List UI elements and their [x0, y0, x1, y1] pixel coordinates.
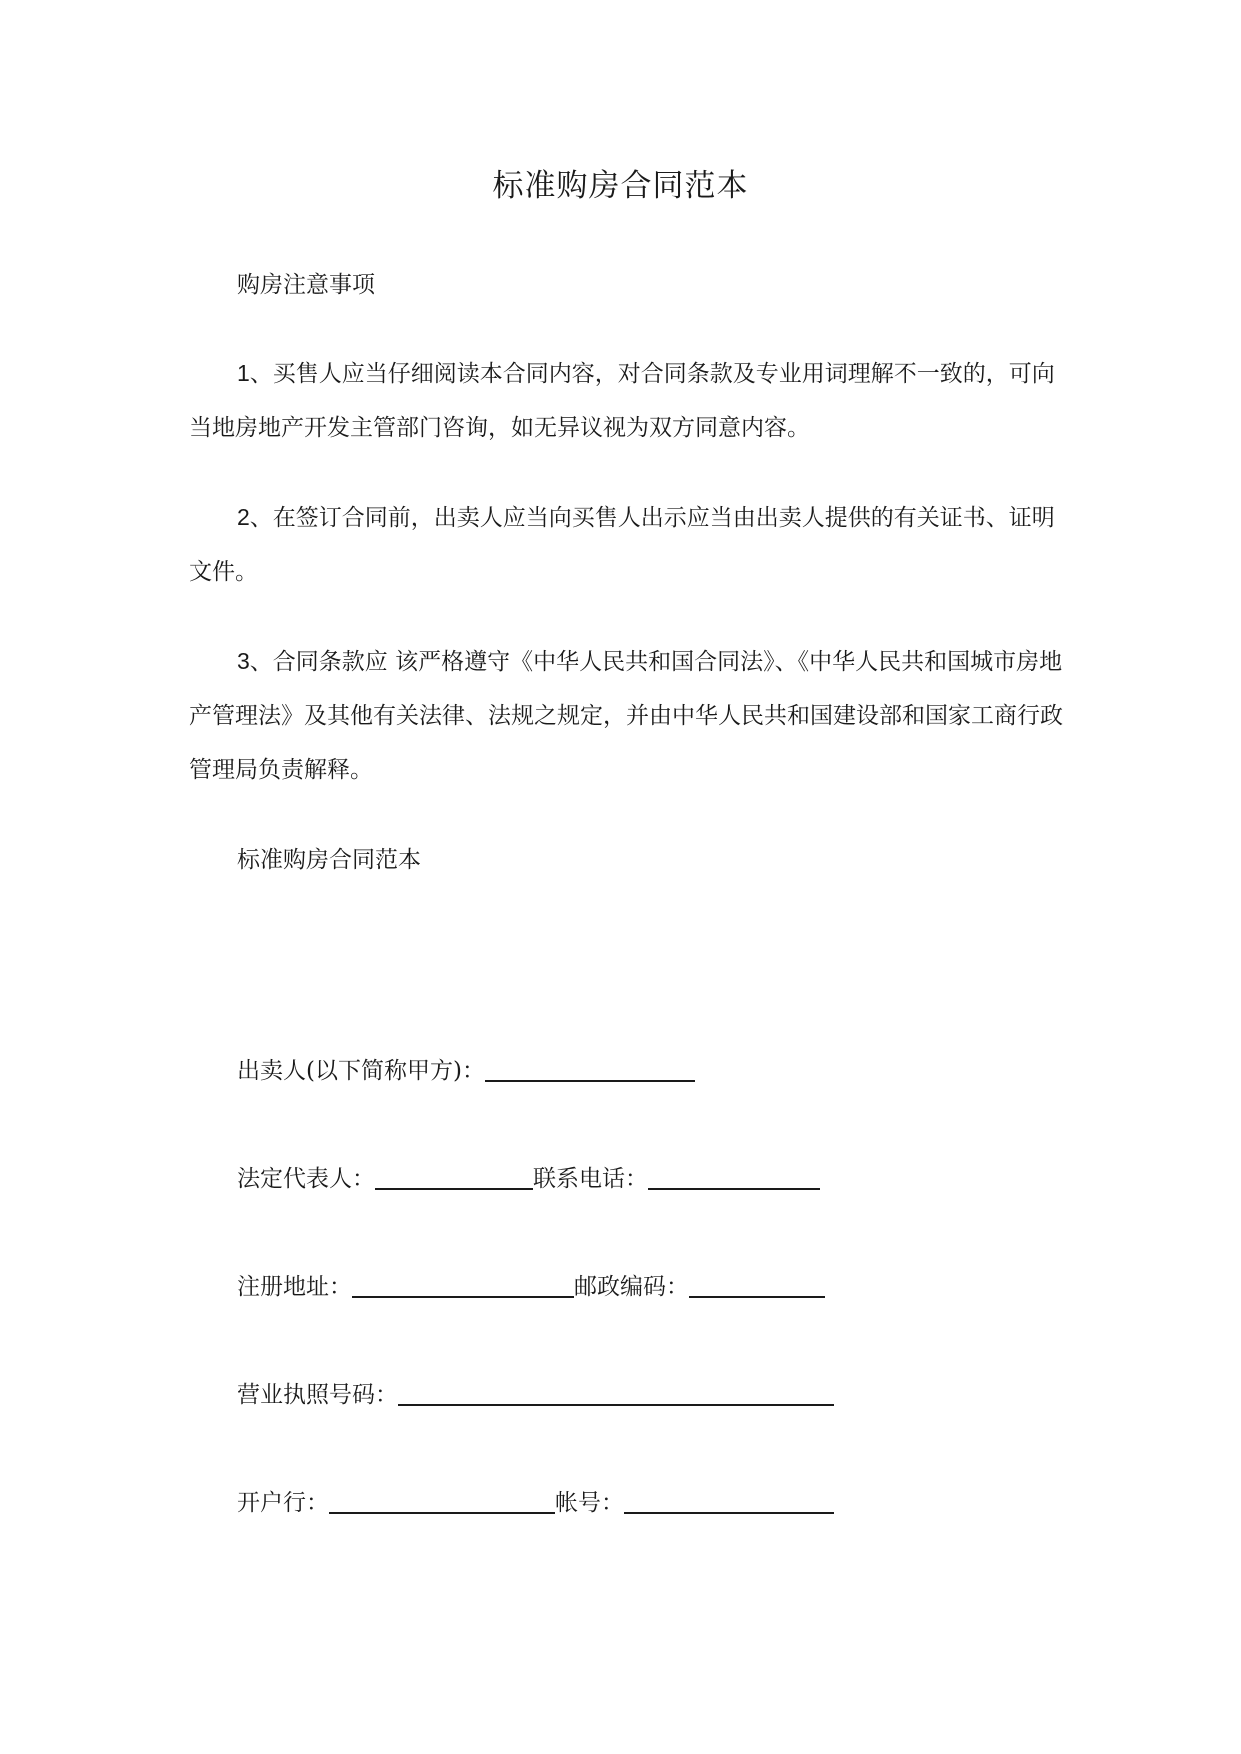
bank-label: 开户行： [237, 1490, 329, 1516]
account-label: 帐号： [555, 1490, 624, 1516]
seller-label: 出卖人(以下简称甲方)： [237, 1058, 485, 1084]
item-number: 1 [237, 360, 250, 386]
notice-heading: 购房注意事项 [237, 272, 375, 298]
address-blank[interactable] [352, 1272, 574, 1298]
item-text: 、在签订合同前，出卖人应当向买售人出示应当由出卖人提供的有关证书、证明文件。 [189, 505, 1055, 585]
postcode-label: 邮政编码： [574, 1274, 689, 1300]
legal-rep-blank[interactable] [375, 1164, 533, 1190]
license-label: 营业执照号码： [237, 1382, 398, 1408]
license-field [237, 1376, 834, 1409]
item-text: 、合同条款应 该严格遵守《中华人民共和国合同法》、《中华人民共和国城市房地产管理法》及其他有关法律、法规之规定，并由中华人民共和国建设部和国家工商行政管理局负责解释。 [189, 649, 1063, 783]
notice-item-1 [189, 346, 1069, 455]
bank-account-field [237, 1484, 834, 1517]
document-title: 标准购房合同范本 [492, 168, 749, 204]
address-postcode-field [237, 1268, 825, 1301]
phone-label: 联系电话： [533, 1166, 648, 1192]
notice-item-3 [189, 634, 1069, 797]
bank-blank[interactable] [329, 1488, 555, 1514]
seller-field [237, 1052, 695, 1085]
notice-item-2 [189, 490, 1069, 599]
phone-blank[interactable] [648, 1164, 820, 1190]
item-number: 2 [237, 504, 250, 530]
item-text: 、买售人应当仔细阅读本合同内容，对合同条款及专业用词理解不一致的，可向当地房地产开发主管部门咨询，如无异议视为双方同意内容。 [189, 361, 1055, 441]
postcode-blank[interactable] [689, 1272, 825, 1298]
legal-rep-label: 法定代表人： [237, 1166, 375, 1192]
license-blank[interactable] [398, 1380, 834, 1406]
legal-rep-phone-field [237, 1160, 820, 1193]
seller-blank[interactable] [485, 1056, 695, 1082]
address-label: 注册地址： [237, 1274, 352, 1300]
contract-subtitle: 标准购房合同范本 [237, 847, 421, 873]
account-blank[interactable] [624, 1488, 834, 1514]
item-number: 3 [237, 648, 250, 674]
